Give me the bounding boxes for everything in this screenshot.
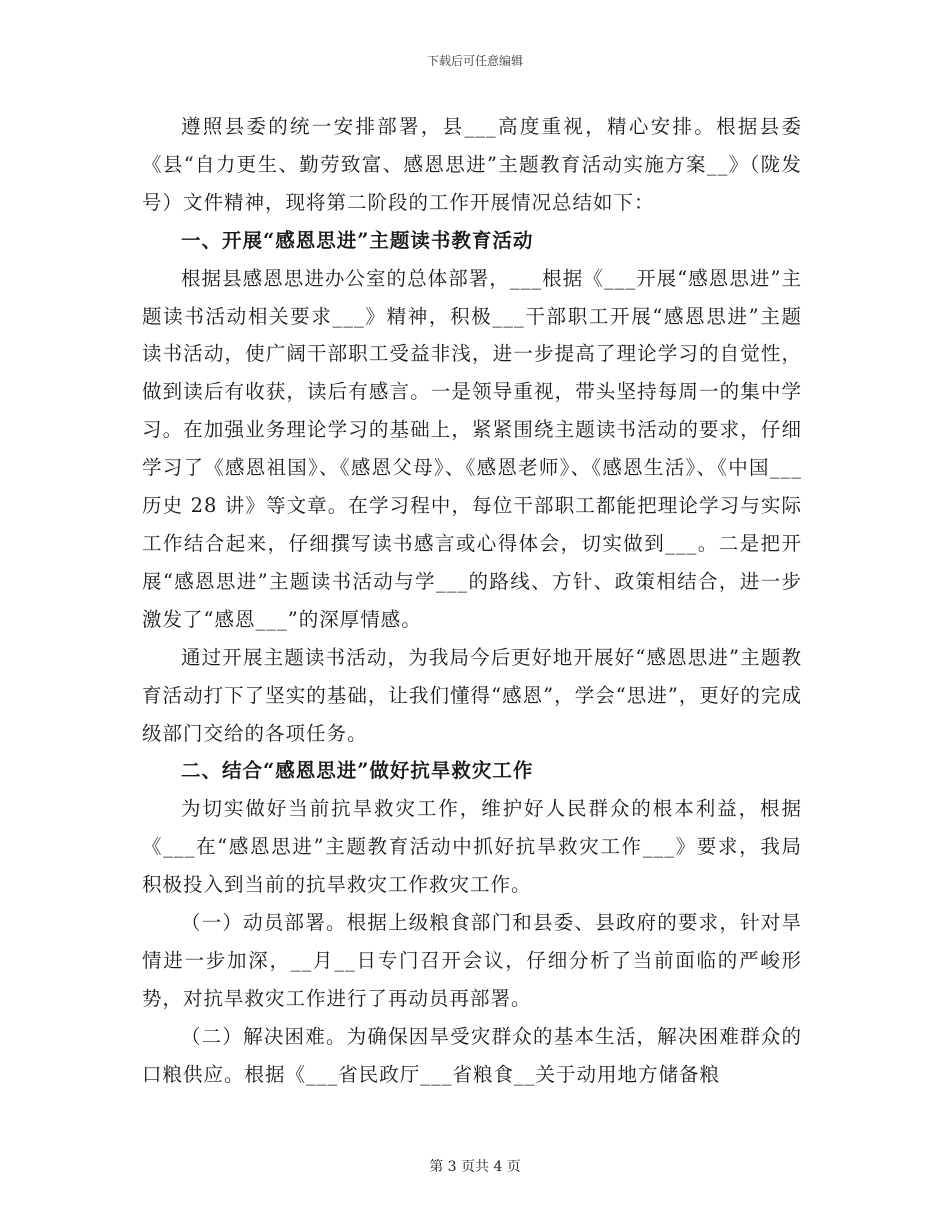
section-2-paragraph: 为切实做好当前抗旱救灾工作，维护好人民群众的根本利益，根据《___在“感恩思进”主题教育活动中抓好抗旱救灾工作___》要求，我局积极投入到当前的抗旱救灾工作救灾工作。 bbox=[142, 797, 802, 897]
section-1-summary-paragraph: 通过开展主题读书活动，为我局今后更好地开展好“感恩思进”主题教育活动打下了坚实的基础，让我们懂得“感恩”，学会“思进”，更好的完成级部门交给的各项任务。 bbox=[142, 645, 802, 745]
section-1-paragraph: 根据县感恩思进办公室的总体部署，___根据《___开展“感恩思进”主题读书活动相关要求___》精神，积极___干部职工开展“感恩思进”主题读书活动，使广阔干部职工受益非浅，进一步提高了理论学习的自觉性，做到读后有收获，读后有感言。一是领导重视，带头坚持每周一的集中学习。在加强业务理论学习的基础上，紧紧围绕主题读书活动的要求，仔细学习了《感恩祖国》、《感恩父母》、《感恩老师》、《感恩生活》、《中国___历史 28 讲》等文章。在学习程中，每位干部职工都能把理论学习与实际工作结合起来，仔细撰写读书感言或心得体会，切实做到___。二是把开展“感恩思进”主题读书活动与学___的路线、方针、政策相结合，进一步激发了“感恩___”的深厚情感。 bbox=[142, 266, 802, 631]
page-header: 下载后可任意编辑 bbox=[426, 54, 523, 68]
subsection-2-paragraph: （二）解决困难。为确保因旱受灾群众的基本生活，解决困难群众的口粮供应。根据《___省民政厅___省粮食__关于动用地方储备粮 bbox=[142, 1024, 802, 1086]
document-body bbox=[142, 108, 802, 1094]
page-footer: 第 3 页共 4 页 bbox=[429, 1159, 521, 1175]
section-heading-2: 二、结合“感恩思进”做好抗旱救灾工作 bbox=[181, 759, 534, 783]
subsection-1-paragraph: （一）动员部署。根据上级粮食部门和县委、县政府的要求，针对旱情进一步加深，__月__日专门召开会议，仔细分析了当前面临的严峻形势，对抗旱救灾工作进行了再动员再部署。 bbox=[142, 911, 802, 1010]
intro-paragraph: 遵照县委的统一安排部署，县___高度重视，精心安排。根据县委《县“自力更生、勤劳致富、感恩思进”主题教育活动实施方案__》（陇发号）文件精神，现将第二阶段的工作开展情况总结如下： bbox=[142, 115, 802, 214]
section-heading-1: 一、开展“感恩思进”主题读书教育活动 bbox=[181, 228, 534, 252]
